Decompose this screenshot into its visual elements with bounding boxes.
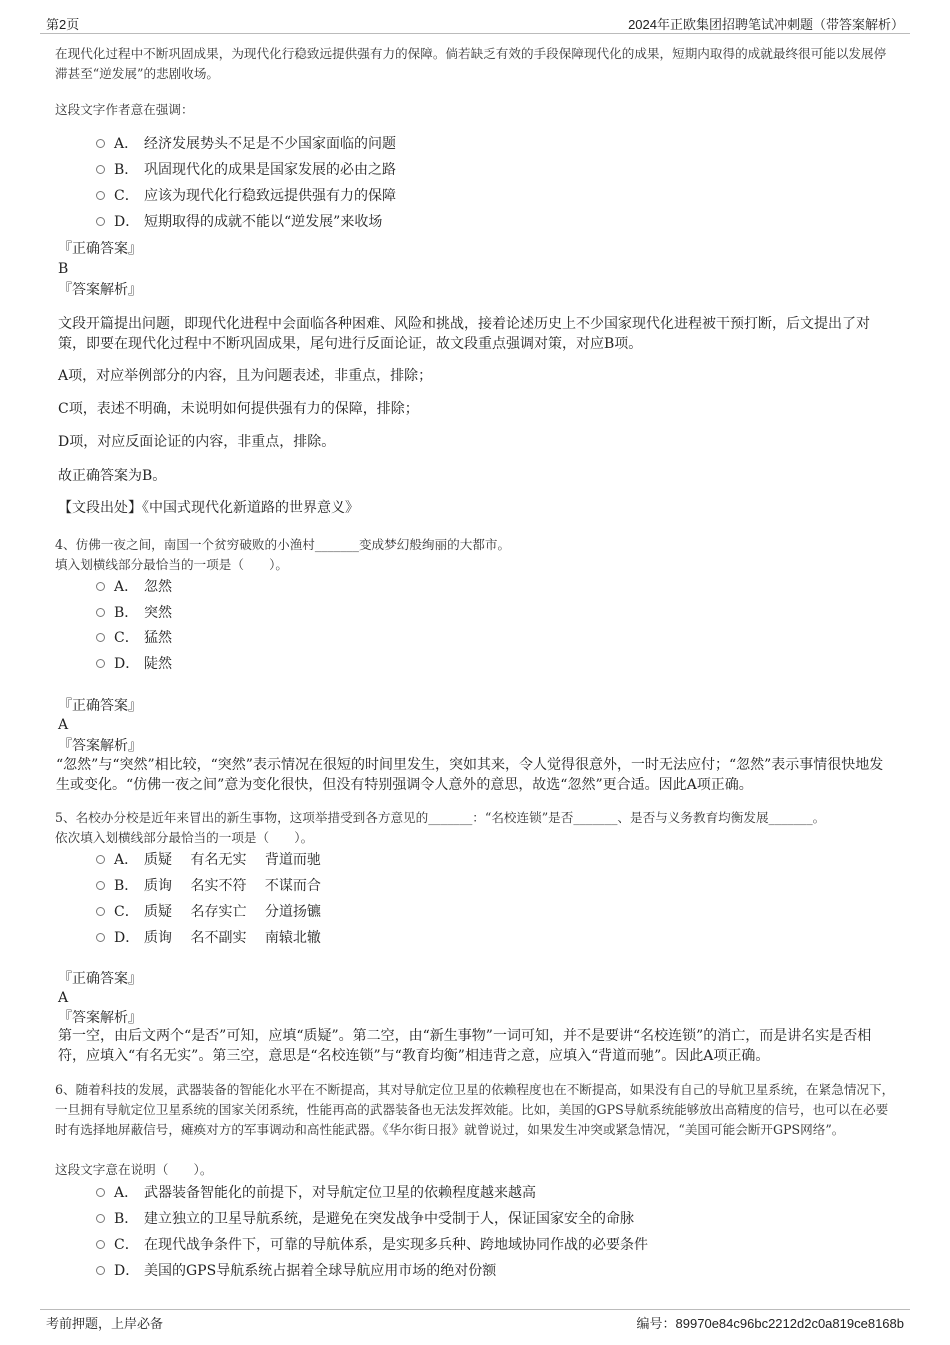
radio-icon[interactable] xyxy=(96,608,105,617)
q5-option-b[interactable]: B． 质询 名实不符 不谋而合 xyxy=(96,875,876,897)
radio-icon[interactable] xyxy=(96,139,105,148)
radio-icon[interactable] xyxy=(96,633,105,642)
q4-option-b[interactable]: B． 突然 xyxy=(96,602,876,624)
q6-option-a[interactable]: A． 武器装备智能化的前提下，对导航定位卫星的依赖程度越来越高 xyxy=(96,1182,876,1204)
radio-icon[interactable] xyxy=(96,1214,105,1223)
q5-option-a[interactable]: A． 质疑 有名无实 背道而驰 xyxy=(96,849,876,871)
q5-analysis-label: 『答案解析』 xyxy=(58,1010,142,1026)
q3-option-c[interactable]: C． 应该为现代化行稳致远提供强有力的保障 xyxy=(96,185,876,207)
q3-option-b[interactable]: B． 巩固现代化的成果是国家发展的必由之路 xyxy=(96,159,876,181)
q3-analysis-para-2: A项，对应举例部分的内容，且为问题表述，非重点，排除； xyxy=(58,368,433,384)
q3-analysis-para-1: 文段开篇提出问题，即现代化进程中会面临各种困难、风险和挑战，接着论述历史上不少国家现代化进程被干预打断，后文提出了对策，即要在现代化过程中不断巩固成果，尾句进行反面论证，故文段重点强调对策，对应B项。 xyxy=(58,316,870,352)
q3-analysis-label: 『答案解析』 xyxy=(58,282,142,298)
q3-source: 【文段出处】《中国式现代化新道路的世界意义》 xyxy=(58,500,359,516)
q5-answer: A xyxy=(58,990,69,1006)
q4-analysis-label: 『答案解析』 xyxy=(58,738,142,754)
footer-doc-code: 编号：89970e84c96bc2212d2c0a819ce8168b xyxy=(636,1316,904,1331)
q3-answer-label: 『正确答案』 xyxy=(58,241,142,257)
header-divider xyxy=(40,33,910,34)
q3-option-a[interactable]: A． 经济发展势头不足是不少国家面临的问题 xyxy=(96,133,876,155)
document-title: 2024年正欧集团招聘笔试冲刺题（带答案解析） xyxy=(628,17,904,32)
q5-answer-label: 『正确答案』 xyxy=(58,971,142,987)
radio-icon[interactable] xyxy=(96,1188,105,1197)
q3-passage: 在现代化过程中不断巩固成果，为现代化行稳致远提供强有力的保障。倘若缺乏有效的手段保障现代化的成果，短期内取得的成就最终很可能以发展停滞甚至“逆发展”的悲剧收场。 xyxy=(55,46,887,81)
radio-icon[interactable] xyxy=(96,582,105,591)
q5-stem: 5、名校办分校是近年来冒出的新生事物，这项举措受到各方意见的_______：“名校连锁”是否_______、是否与义务教育均衡发展_______。 xyxy=(55,810,826,825)
q4-analysis: “忽然”与“突然”相比较，“突然”表示情况在很短的时间里发生，突如其来，令人觉得很意外，一时无法应付；“忽然”表示事情很快地发生或变化。“仿佛一夜之间”意为变化很快，但没有特别强调令人意外的意思，故选“忽然”更合适。因此A项正确。 xyxy=(56,757,884,793)
radio-icon[interactable] xyxy=(96,1266,105,1275)
q3-option-d[interactable]: D． 短期取得的成就不能以“逆发展”来收场 xyxy=(96,211,876,233)
q4-stem: 4、仿佛一夜之间，南国一个贫穷破败的小渔村_______变成梦幻般绚丽的大都市。 xyxy=(55,537,511,552)
q3-answer: B xyxy=(58,261,69,277)
q5-option-c[interactable]: C． 质疑 名存实亡 分道扬镳 xyxy=(96,901,876,923)
q4-option-a[interactable]: A． 忽然 xyxy=(96,576,876,598)
radio-icon[interactable] xyxy=(96,933,105,942)
footer-slogan: 考前押题，上岸必备 xyxy=(46,1316,164,1331)
radio-icon[interactable] xyxy=(96,217,105,226)
radio-icon[interactable] xyxy=(96,881,105,890)
q3-prompt: 这段文字作者意在强调： xyxy=(55,102,194,117)
q5-option-d[interactable]: D． 质询 名不副实 南辕北辙 xyxy=(96,927,876,949)
q6-prompt: 这段文字意在说明（ ）。 xyxy=(55,1162,213,1177)
q6-option-d[interactable]: D． 美国的GPS导航系统占据着全球导航应用市场的绝对份额 xyxy=(96,1260,876,1282)
q6-stem: 6、随着科技的发展，武器装备的智能化水平在不断提高，其对导航定位卫星的依赖程度也在不断提高，如果没有自己的导航卫星系统，在紧急情况下，一旦拥有导航定位卫星系统的国家关闭系统，性能再高的武器装备也无法发挥效能。比如，美国的GPS导航系统能够放出高精度的信号，也可以在必要时有选择地屏蔽信号，瘫痪对方的军事调动和高性能武器。《华尔街日报》就曾说过，如果发生冲突或紧急情况，“美国可能会断开GPS网络”。 xyxy=(55,1082,895,1137)
q3-analysis-para-3: C项，表述不明确，未说明如何提供强有力的保障，排除； xyxy=(58,401,419,417)
q4-option-d[interactable]: D． 陡然 xyxy=(96,653,876,675)
q3-analysis-para-4: D项，对应反面论证的内容，非重点，排除。 xyxy=(58,434,336,450)
q6-option-c[interactable]: C． 在现代战争条件下，可靠的导航体系，是实现多兵种、跨地域协同作战的必要条件 xyxy=(96,1234,876,1256)
q4-answer-label: 『正确答案』 xyxy=(58,698,142,714)
q3-analysis-para-5: 故正确答案为B。 xyxy=(58,468,167,484)
radio-icon[interactable] xyxy=(96,165,105,174)
radio-icon[interactable] xyxy=(96,907,105,916)
radio-icon[interactable] xyxy=(96,659,105,668)
q5-prompt: 依次填入划横线部分最恰当的一项是（ ）。 xyxy=(55,830,314,845)
footer-divider xyxy=(40,1309,910,1310)
page-number: 第2页 xyxy=(46,17,80,32)
radio-icon[interactable] xyxy=(96,1240,105,1249)
q4-answer: A xyxy=(58,717,69,733)
radio-icon[interactable] xyxy=(96,191,105,200)
q4-prompt: 填入划横线部分最恰当的一项是（ ）。 xyxy=(55,557,288,572)
q5-analysis: 第一空，由后文两个“是否”可知，应填“质疑”。第二空，由“新生事物”一词可知，并不是要讲“名校连锁”的消亡，而是讲名实是否相符，应填入“有名无实”。第三空，意思是“名校连锁”与“教育均衡”相违背之意，应填入“背道而驰”。因此A项正确。 xyxy=(58,1028,872,1064)
radio-icon[interactable] xyxy=(96,855,105,864)
q6-option-b[interactable]: B． 建立独立的卫星导航系统，是避免在突发战争中受制于人，保证国家安全的命脉 xyxy=(96,1208,876,1230)
q4-option-c[interactable]: C． 猛然 xyxy=(96,627,876,649)
